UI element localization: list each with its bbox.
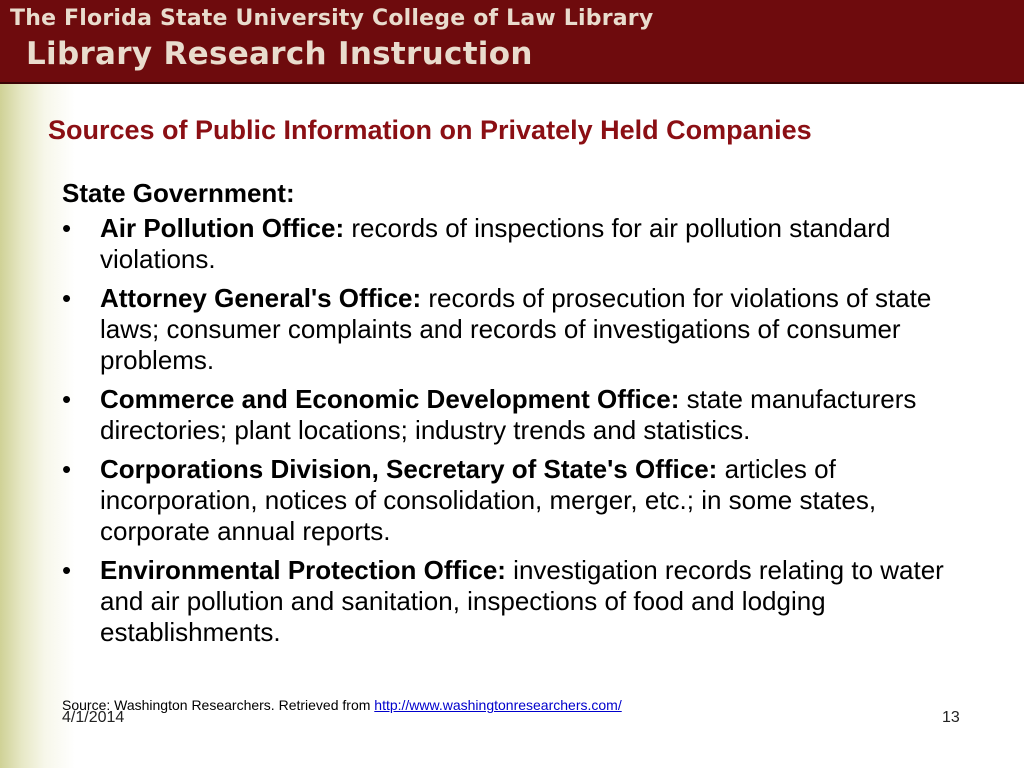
bullet-item (62, 555, 972, 648)
bullet-list (62, 213, 972, 648)
source-link[interactable]: http://www.washingtonresearchers.com/ (374, 697, 622, 713)
slide-date: 4/1/2014 (62, 709, 125, 726)
slide-content (62, 178, 972, 656)
bullet-title: Environmental Protection Office: (100, 555, 514, 585)
bullet-icon: • (62, 213, 72, 243)
header-institution: The Florida State University College of Law Library (10, 6, 654, 31)
bullet-icon: • (62, 384, 72, 414)
bullet-title: Commerce and Economic Development Office: (100, 384, 687, 414)
bullet-item (62, 283, 972, 376)
bullet-icon: • (62, 454, 72, 484)
bullet-icon: • (62, 555, 72, 585)
source-citation (62, 697, 622, 713)
bullet-title: Corporations Division, Secretary of State's Office: (100, 454, 725, 484)
bullet-item (62, 454, 972, 547)
bullet-title: Attorney General's Office: (100, 283, 429, 313)
header-banner (0, 0, 1024, 84)
slide-title: Sources of Public Information on Privately Held Companies (48, 115, 812, 145)
bullet-item (62, 213, 972, 275)
source-prefix: Source: Washington Researchers. Retrieved from (62, 697, 371, 713)
header-program: Library Research Instruction (26, 36, 533, 72)
bullet-text: records of inspections for air pollution standard violations. (100, 213, 891, 274)
bullet-text: investigation records relating to water and air pollution and sanitation, inspections of food and lodging establishments. (100, 555, 944, 647)
bullet-icon: • (62, 283, 72, 313)
bullet-text: articles of incorporation, notices of consolidation, merger, etc.; in some states, corporate annual reports. (100, 454, 877, 546)
page-number: 13 (942, 709, 960, 726)
section-heading: State Government: (62, 178, 295, 208)
bullet-item (62, 384, 972, 446)
bullet-text: state manufacturers directories; plant locations; industry trends and statistics. (100, 384, 917, 445)
bullet-title: Air Pollution Office: (100, 213, 352, 243)
bullet-text: records of prosecution for violations of state laws; consumer complaints and records of investigations of consumer problems. (100, 283, 932, 375)
